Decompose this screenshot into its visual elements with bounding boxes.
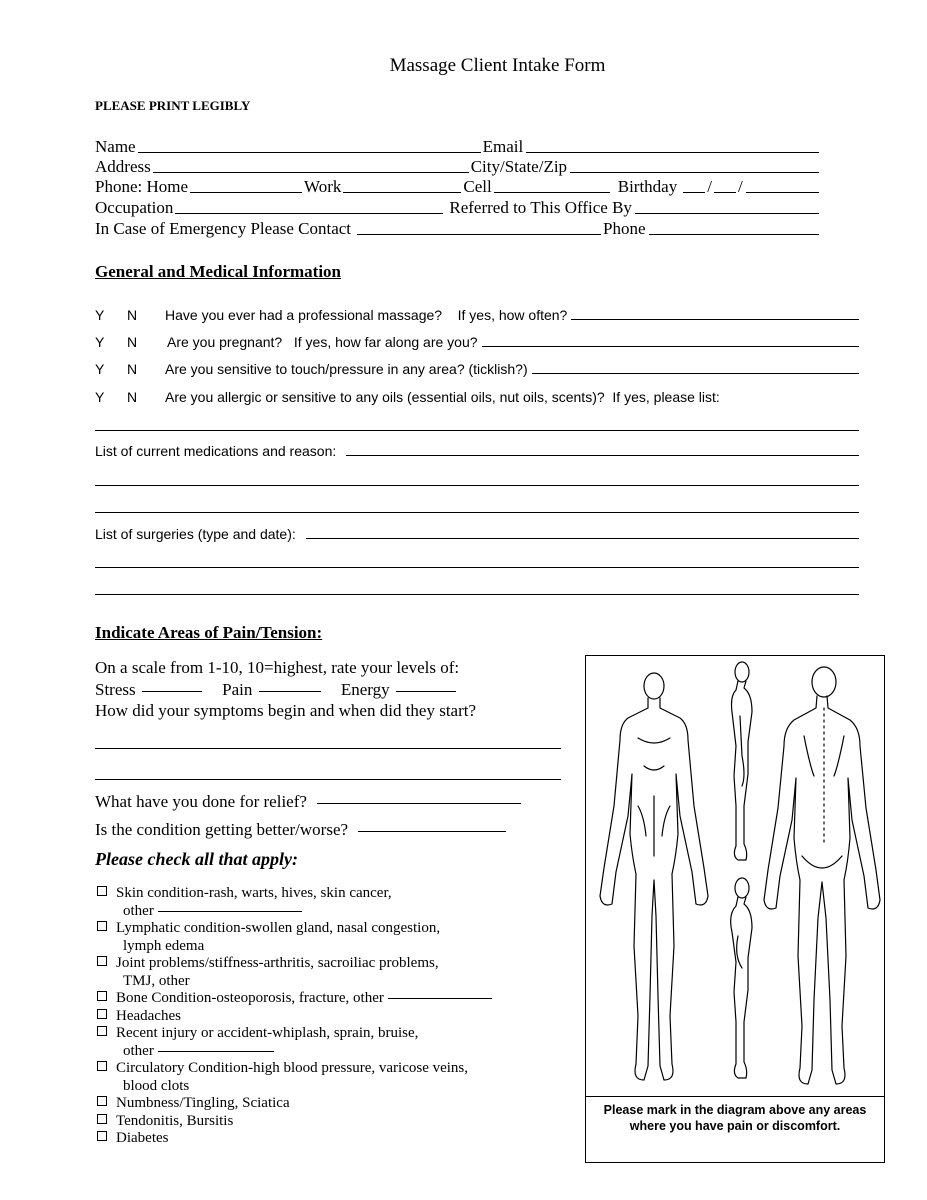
contact-row-occupation <box>95 198 823 218</box>
stress-field[interactable] <box>142 690 202 692</box>
item-label: Bone Condition-osteoporosis, fracture, other <box>116 990 384 1006</box>
checklist-item-continuation <box>97 903 492 921</box>
checkbox[interactable] <box>97 1131 107 1141</box>
general-medical-heading: General and Medical Information <box>95 262 342 281</box>
item-label: Lymphatic condition-swollen gland, nasal congestion, <box>116 920 441 936</box>
scale-instruction: On a scale from 1-10, 10=highest, rate your levels of: <box>95 658 460 677</box>
email-label: Email <box>482 137 524 156</box>
name-field[interactable] <box>138 152 481 153</box>
diagram-caption: Please mark in the diagram above any areas where you have pain or discomfort. <box>603 1103 867 1133</box>
item-label: other <box>123 902 154 919</box>
pain-heading: Indicate Areas of Pain/Tension: <box>95 623 323 642</box>
relief-row <box>95 792 521 812</box>
surgeries-line[interactable] <box>95 594 859 595</box>
side-figure-bottom <box>731 878 752 1078</box>
checklist-item[interactable] <box>97 1095 492 1113</box>
surgeries-line[interactable] <box>95 567 859 568</box>
no-option[interactable]: N <box>127 334 138 350</box>
checkbox[interactable] <box>97 1096 107 1106</box>
checklist-item-continuation <box>97 973 492 991</box>
item-label: Skin condition-rash, warts, hives, skin cancer, <box>116 885 392 901</box>
medications-label: List of current medications and reason: <box>95 443 337 459</box>
checkbox[interactable] <box>97 991 107 1001</box>
surgeries-label: List of surgeries (type and date): <box>95 526 296 542</box>
item-label: Joint problems/stiffness-arthritis, sacroiliac problems, <box>116 955 439 971</box>
date-separator: / <box>707 177 712 196</box>
address-label: Address <box>95 157 151 176</box>
yes-option[interactable]: Y <box>95 361 105 377</box>
checkbox[interactable] <box>97 1009 107 1019</box>
energy-field[interactable] <box>396 690 456 692</box>
relief-label: What have you done for relief? <box>95 792 307 811</box>
item-label: Recent injury or accident-whiplash, sprain, bruise, <box>116 1025 419 1041</box>
item-label: Circulatory Condition-high blood pressure, varicose veins, <box>116 1060 469 1076</box>
pain-level-label: Pain <box>222 680 253 699</box>
symptoms-line[interactable] <box>95 779 561 780</box>
diagram-divider <box>586 1096 884 1097</box>
cell-phone-field[interactable] <box>494 192 610 193</box>
surgeries-row <box>95 524 859 542</box>
medications-row <box>95 441 859 459</box>
body-diagram[interactable] <box>585 655 885 1163</box>
checklist-item[interactable] <box>97 1008 492 1026</box>
cell-label: Cell <box>463 177 492 196</box>
medications-line[interactable] <box>95 485 859 486</box>
address-field[interactable] <box>153 172 469 173</box>
item-label: Headaches <box>116 1007 181 1024</box>
condition-row <box>95 820 506 840</box>
surgeries-field[interactable] <box>306 537 859 539</box>
form-title: Massage Client Intake Form <box>389 55 606 76</box>
date-separator: / <box>737 177 743 196</box>
no-option[interactable]: N <box>127 389 138 405</box>
birthday-day-field[interactable] <box>714 192 736 193</box>
referred-label: Referred to This Office By <box>449 198 632 217</box>
checklist-item[interactable] <box>97 990 492 1008</box>
yes-option[interactable]: Y <box>95 307 105 323</box>
other-field[interactable] <box>158 1050 274 1052</box>
contact-row-phone <box>95 177 823 197</box>
answer-field[interactable] <box>532 372 859 374</box>
question-row-sensitive <box>95 359 859 377</box>
birthday-month-field[interactable] <box>683 192 705 193</box>
emergency-contact-field[interactable] <box>357 234 601 235</box>
item-label: blood clots <box>123 1077 190 1094</box>
city-field[interactable] <box>570 171 819 173</box>
symptoms-line[interactable] <box>95 748 561 749</box>
yes-option[interactable]: Y <box>95 389 105 405</box>
birthday-label: Birthday <box>617 177 678 196</box>
no-option[interactable]: N <box>127 307 138 323</box>
checklist-item-continuation <box>97 1078 492 1096</box>
checklist <box>97 885 492 1148</box>
referred-field[interactable] <box>635 212 819 214</box>
checkbox[interactable] <box>97 1061 107 1071</box>
condition-label: Is the condition getting better/worse? <box>95 820 349 839</box>
occupation-label: Occupation <box>95 198 174 217</box>
checkbox[interactable] <box>97 921 107 931</box>
city-label: City/State/Zip <box>470 157 568 176</box>
item-label: other <box>123 1042 154 1059</box>
question-text: Are you pregnant? If yes, how far along are you? <box>167 334 478 350</box>
checklist-heading: Please check all that apply: <box>95 849 298 869</box>
other-field[interactable] <box>158 910 302 912</box>
emergency-phone-field[interactable] <box>649 233 819 235</box>
item-label: lymph edema <box>123 937 205 954</box>
allergy-answer-line[interactable] <box>95 430 859 431</box>
phone-home-label: Phone: Home <box>95 177 189 196</box>
no-option[interactable]: N <box>127 361 138 377</box>
contact-row-address <box>95 157 823 177</box>
medications-field[interactable] <box>346 454 859 456</box>
checklist-item[interactable] <box>97 885 492 903</box>
relief-field[interactable] <box>317 802 521 804</box>
occupation-field[interactable] <box>175 213 443 214</box>
checklist-item[interactable] <box>97 1060 492 1078</box>
medications-line[interactable] <box>95 512 859 513</box>
body-outline-icon[interactable] <box>586 656 883 1094</box>
emergency-label: In Case of Emergency Please Contact <box>95 219 352 238</box>
other-field[interactable] <box>388 997 492 999</box>
birthday-year-field[interactable] <box>746 191 819 193</box>
question-row-massage <box>95 305 859 323</box>
work-label: Work <box>304 177 342 196</box>
question-text: Are you sensitive to touch/pressure in any area? (ticklish?) <box>165 361 528 377</box>
checkbox[interactable] <box>97 1026 107 1036</box>
levels-row <box>95 680 456 700</box>
symptoms-question: How did your symptoms begin and when did they start? <box>95 701 477 720</box>
checkbox[interactable] <box>97 886 107 896</box>
checklist-item[interactable] <box>97 955 492 973</box>
checklist-item[interactable] <box>97 1113 492 1131</box>
contact-row-name <box>95 137 823 157</box>
energy-label: Energy <box>340 680 390 699</box>
checklist-item-continuation <box>97 1043 492 1061</box>
pain-field[interactable] <box>259 690 321 692</box>
checkbox[interactable] <box>97 1114 107 1124</box>
item-label: TMJ, other <box>123 972 190 989</box>
home-phone-field[interactable] <box>190 192 302 193</box>
contact-row-emergency <box>95 219 823 239</box>
answer-field[interactable] <box>482 345 859 347</box>
back-figure <box>764 667 880 1084</box>
emergency-phone-label: Phone <box>603 219 646 238</box>
item-label: Numbness/Tingling, Sciatica <box>116 1095 290 1111</box>
question-text: Are you allergic or sensitive to any oils (essential oils, nut oils, scents)? If yes, please list: <box>165 389 720 405</box>
answer-field[interactable] <box>571 318 859 320</box>
checkbox[interactable] <box>97 956 107 966</box>
condition-field[interactable] <box>358 830 506 832</box>
question-text: Have you ever had a professional massage? If yes, how often? <box>165 307 568 323</box>
checklist-item-continuation <box>97 938 492 956</box>
yes-option[interactable]: Y <box>95 334 105 350</box>
item-label: Tendonitis, Bursitis <box>116 1112 234 1129</box>
checklist-item[interactable] <box>97 920 492 938</box>
email-field[interactable] <box>526 151 819 153</box>
stress-label: Stress <box>95 680 136 699</box>
work-phone-field[interactable] <box>343 192 461 193</box>
print-instruction: PLEASE PRINT LEGIBLY <box>95 98 251 113</box>
question-row-allergic <box>95 387 859 405</box>
checklist-item[interactable] <box>97 1130 492 1148</box>
side-figure-top <box>732 662 753 860</box>
item-label: Diabetes <box>116 1130 169 1146</box>
question-row-pregnant <box>95 332 859 350</box>
checklist-item[interactable] <box>97 1025 492 1043</box>
name-label: Name <box>95 137 136 156</box>
front-figure <box>600 673 708 1080</box>
